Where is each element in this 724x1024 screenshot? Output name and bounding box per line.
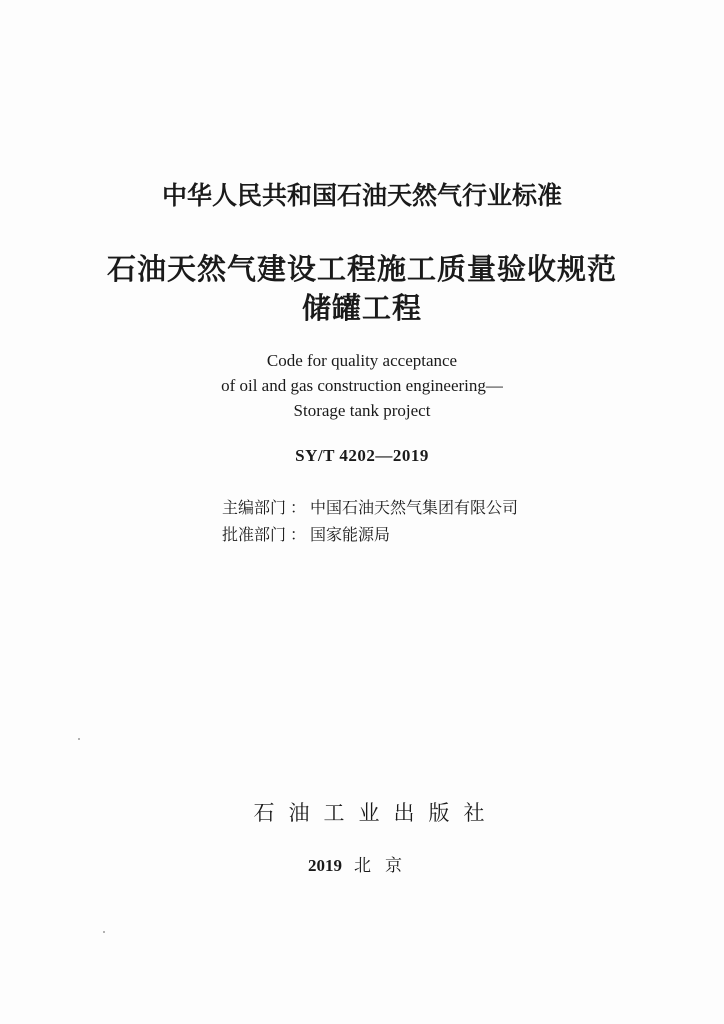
- english-title-line-3: Storage tank project: [293, 401, 431, 420]
- publication-year: 2019: [308, 856, 342, 875]
- chinese-title-line-2: 储罐工程: [301, 291, 422, 325]
- english-title-line-2: of oil and gas construction engineering—: [221, 376, 503, 395]
- publication-city: 北京: [354, 856, 416, 876]
- scan-speck: [78, 738, 80, 740]
- approver-department-label: 批准部门: [222, 525, 287, 544]
- chinese-title-line-1: 石油天然气建设工程施工质量验收规范: [106, 252, 617, 286]
- publisher-name: 石油工业出版社: [253, 801, 499, 825]
- scan-speck: [103, 931, 105, 933]
- publication-date-place: [0, 851, 724, 876]
- standard-number: SY/T 4202—2019: [295, 446, 429, 465]
- approver-separator: ：: [290, 525, 307, 544]
- approver-department: [222, 522, 390, 545]
- editor-department-value: 中国石油天然气集团有限公司: [310, 498, 519, 517]
- industry-standard-heading: 中华人民共和国石油天然气行业标准: [161, 181, 562, 210]
- editor-department: [222, 495, 518, 518]
- editor-separator: ：: [290, 498, 307, 517]
- approver-department-value: 国家能源局: [310, 525, 391, 544]
- english-title-line-1: Code for quality acceptance: [266, 351, 458, 370]
- editor-department-label: 主编部门: [222, 498, 287, 517]
